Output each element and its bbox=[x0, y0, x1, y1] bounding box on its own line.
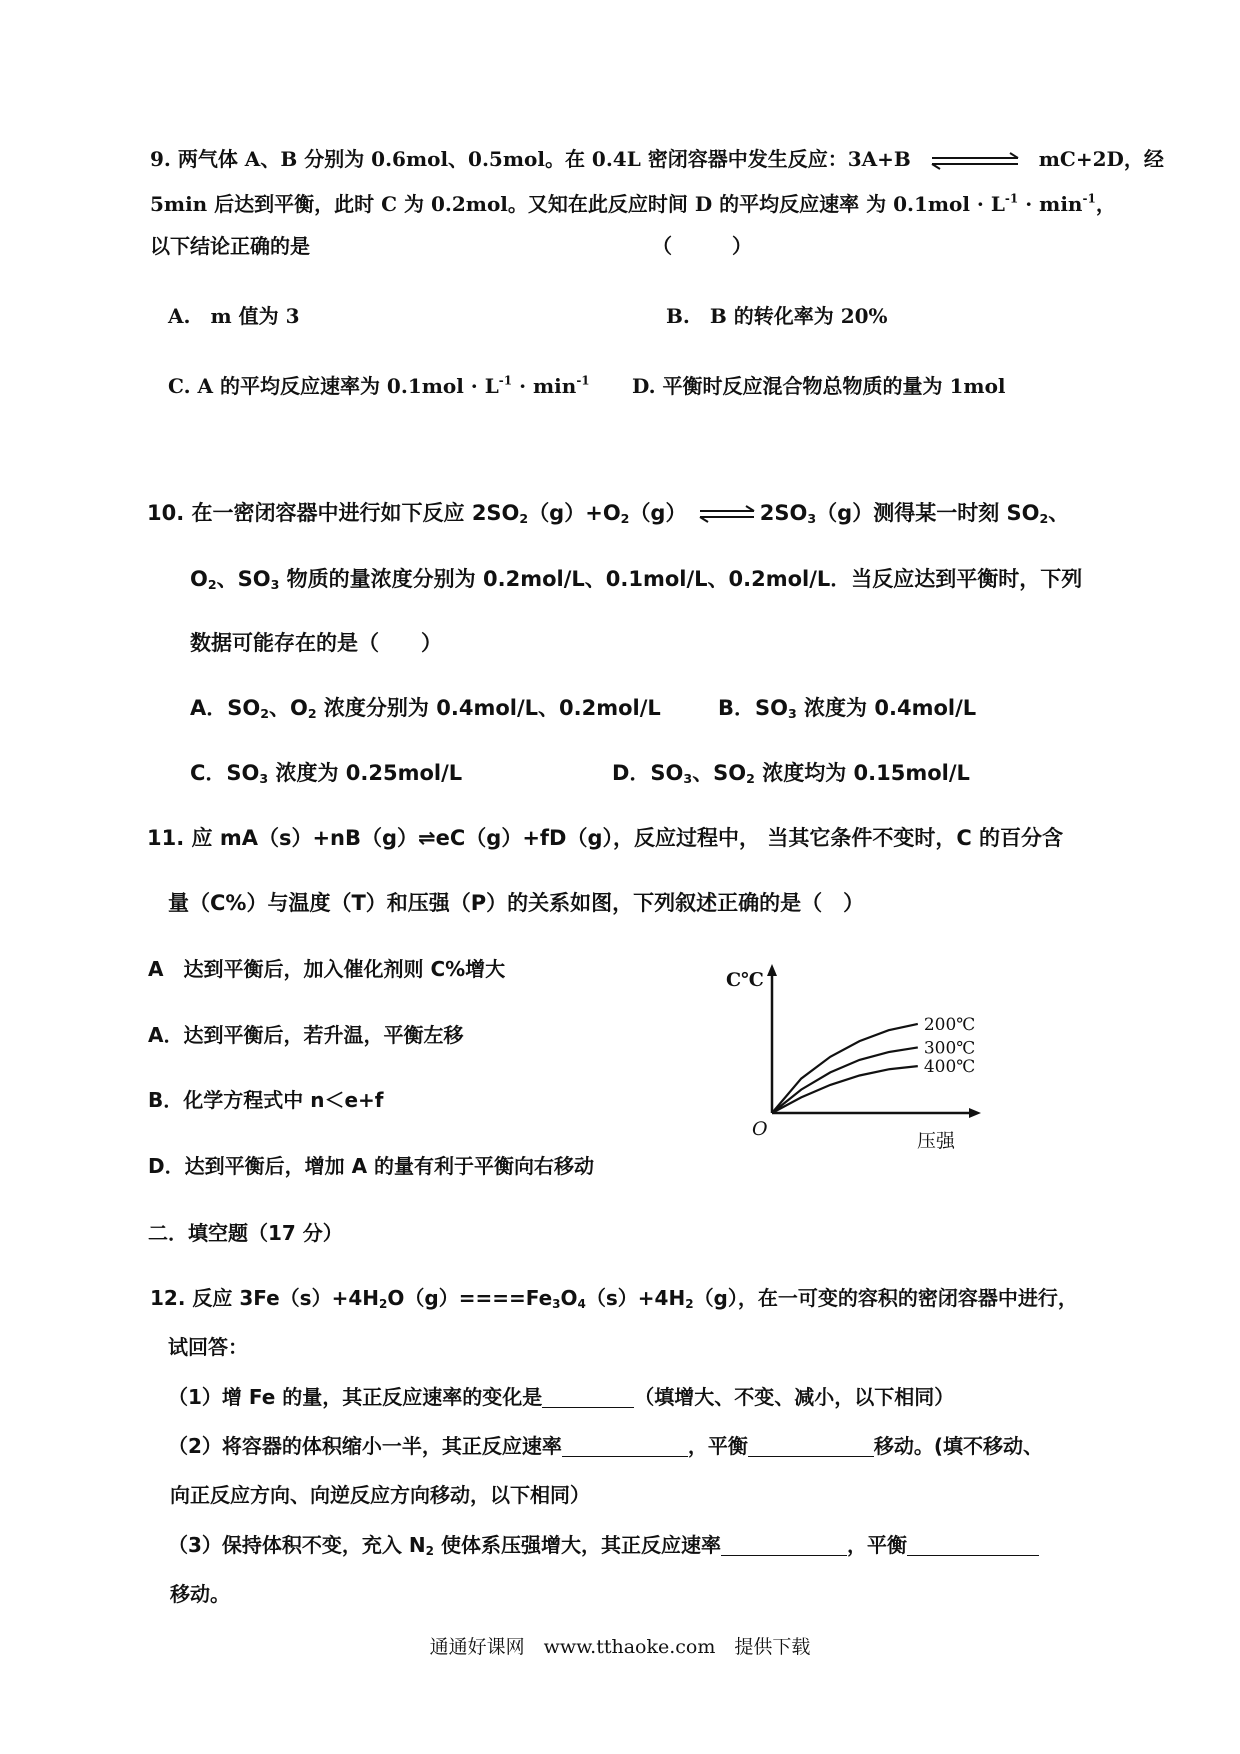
series-label-1: 300℃ bbox=[923, 1038, 976, 1059]
q10-sub: 2 bbox=[307, 706, 317, 722]
q11-line2: 量（C%）与温度（T）和压强（P）的关系如图，下列叙述正确的是（ ） bbox=[168, 891, 865, 915]
q10-sub: 2 bbox=[1039, 511, 1049, 527]
q10-text: 物质的量浓度分别为 0.2mol/L、0.1mol/L、0.2mol/L．当反应达到平衡时，下列 bbox=[279, 567, 1083, 591]
q12-p3-text: （3）保持体积不变，充入 N bbox=[168, 1533, 426, 1557]
q12-part2-line2: 向正反应方向、向逆反应方向移动，以下相同） bbox=[170, 1483, 590, 1507]
q10-text: O bbox=[190, 567, 208, 591]
q10-sub: 2 bbox=[620, 511, 630, 527]
q10-text: 、SO bbox=[216, 567, 271, 591]
q12-text: O（g）====Fe bbox=[387, 1286, 553, 1310]
q10-opt-text: 、O bbox=[269, 696, 308, 720]
q12-part3 bbox=[168, 1529, 1039, 1558]
q10-option-a bbox=[190, 692, 661, 722]
q12-p3-text: ，平衡 bbox=[846, 1533, 907, 1557]
q12-sub: 2 bbox=[685, 1297, 694, 1311]
q10-line1 bbox=[147, 497, 1069, 527]
chart-series-group bbox=[772, 1024, 918, 1113]
q10-sub: 2 bbox=[207, 577, 217, 593]
q9-line2 bbox=[150, 188, 1116, 217]
q9-option-c-min: · min bbox=[512, 374, 577, 398]
q9-line3 bbox=[150, 230, 310, 259]
q9-line2-text: 5min 后达到平衡，此时 C 为 0.2mol。又知在此反应时间 D 的平均反应速率 为 0.1mol · L bbox=[150, 192, 1005, 216]
q10-text-d: 2SO bbox=[759, 501, 808, 525]
q10-opt-text: C．SO bbox=[190, 761, 260, 785]
y-axis-label: C℃ bbox=[726, 969, 764, 991]
q9-option-c bbox=[168, 370, 590, 399]
q10-option-b bbox=[718, 692, 976, 722]
series-label-2: 400℃ bbox=[923, 1057, 976, 1078]
q12-text: （g），在一可变的容积的密闭容器中进行， bbox=[693, 1286, 1078, 1310]
footer-source: 通通好课网 www.tthaoke.com 提供下载 bbox=[429, 1636, 811, 1658]
q10-sub: 3 bbox=[683, 771, 693, 787]
q10-text-e: （g）测得某一时刻 SO bbox=[816, 501, 1040, 525]
q12-p2-text: （2）将容器的体积缩小一半，其正反应速率 bbox=[168, 1434, 562, 1458]
q10-sub: 3 bbox=[787, 706, 797, 722]
q12-sub: 2 bbox=[379, 1297, 388, 1311]
q12-text: （s）+4H bbox=[585, 1286, 686, 1310]
q12-part3-line2: 移动。 bbox=[170, 1582, 230, 1606]
q10-opt-text: 浓度分别为 0.4mol/L、0.2mol/L bbox=[316, 696, 661, 720]
q9-line2-min: · min bbox=[1018, 192, 1083, 216]
answer-blank[interactable] bbox=[907, 1535, 1039, 1556]
q11-line1: 11. 应 mA（s）+nB（g）⇌eC（g）+fD（g），反应过程中， 当其它条件不变时，C 的百分含 bbox=[147, 826, 1064, 850]
q10-opt-text: 浓度为 0.25mol/L bbox=[268, 761, 463, 785]
q9-prompt: 以下结论正确的是 bbox=[150, 234, 310, 258]
q12-p1-text: （1）增 Fe 的量，其正反应速率的变化是 bbox=[168, 1385, 543, 1409]
q10-option-c bbox=[190, 757, 462, 787]
q10-sub: 2 bbox=[746, 771, 755, 787]
q11-option-a2: A．达到平衡后，若升温，平衡左移 bbox=[148, 1023, 464, 1047]
q9-line1 bbox=[150, 143, 1164, 172]
q10-text-a: 10. 在一密闭容器中进行如下反应 2SO bbox=[147, 501, 520, 525]
q12-p1-hint: （填增大、不变、减小，以下相同） bbox=[634, 1385, 955, 1409]
q10-line2 bbox=[190, 563, 1082, 593]
q10-sub: 3 bbox=[807, 511, 817, 527]
q10-opt-text: A．SO bbox=[190, 696, 261, 720]
q10-opt-text: D．SO bbox=[612, 761, 684, 785]
q9-option-c-sup: -1 bbox=[498, 373, 513, 388]
q12-sub: 3 bbox=[552, 1297, 561, 1311]
q12-part1 bbox=[168, 1381, 954, 1410]
q9-sup2: -1 bbox=[1082, 191, 1096, 206]
q10-sub: 3 bbox=[259, 771, 269, 787]
y-axis-arrow-icon bbox=[767, 964, 777, 976]
q9-line1-tail: mC+2D，经 bbox=[1038, 147, 1164, 171]
q10-option-d bbox=[612, 757, 970, 787]
answer-blank[interactable] bbox=[721, 1535, 847, 1556]
answer-blank[interactable] bbox=[562, 1436, 688, 1457]
q9-sup: -1 bbox=[1004, 191, 1019, 206]
q10-text-c: （g） bbox=[629, 501, 687, 525]
reversible-arrow-icon bbox=[926, 152, 1024, 170]
reversible-arrow-icon bbox=[696, 505, 758, 523]
q10-sub: 3 bbox=[270, 577, 280, 593]
answer-blank[interactable] bbox=[542, 1387, 634, 1408]
q10-text-b: （g）+O bbox=[528, 501, 621, 525]
q12-sub: 4 bbox=[577, 1297, 586, 1311]
section-fill-in-title: 二．填空题（17 分） bbox=[148, 1221, 343, 1245]
q10-opt-text: 浓度均为 0.15mol/L bbox=[754, 761, 970, 785]
q9-line2-tail: ， bbox=[1095, 192, 1116, 216]
series-line-2 bbox=[772, 1066, 918, 1113]
q11-option-d: D．达到平衡后，增加 A 的量有利于平衡向右移动 bbox=[148, 1154, 595, 1178]
q9-answer-paren: （ ） bbox=[652, 234, 752, 258]
x-axis-arrow-icon bbox=[969, 1108, 981, 1118]
q12-p2-hint: 移动。(填不移动、 bbox=[873, 1434, 1044, 1458]
q9-option-c-text: C. A 的平均反应速率为 0.1mol · L bbox=[168, 374, 499, 398]
chart-labels bbox=[726, 969, 975, 1152]
q12-text: O bbox=[560, 1286, 578, 1310]
q9-option-d: D. 平衡时反应混合物总物质的量为 1mol bbox=[632, 374, 1006, 398]
q9-line1-text: 9. 两气体 A、B 分别为 0.6mol、0.5mol。在 0.4L 密闭容器中发生反应：3A+B bbox=[150, 147, 911, 171]
q10-line3: 数据可能存在的是（ ） bbox=[190, 631, 442, 655]
q10-sub: 2 bbox=[260, 706, 269, 722]
q12-part2 bbox=[168, 1430, 1043, 1459]
series-label-0: 200℃ bbox=[923, 1014, 976, 1035]
q12-line1 bbox=[150, 1282, 1078, 1311]
q11-option-a1: A 达到平衡后，加入催化剂则 C%增大 bbox=[148, 957, 506, 981]
q10-opt-text: B．SO bbox=[718, 696, 788, 720]
c-percent-pressure-chart bbox=[725, 955, 985, 1155]
origin-label: O bbox=[752, 1118, 768, 1140]
x-axis-label: 压强 bbox=[917, 1130, 956, 1152]
q12-sub: 2 bbox=[425, 1544, 434, 1558]
q12-text: 12. 反应 3Fe（s）+4H bbox=[150, 1286, 380, 1310]
q12-line2: 试回答： bbox=[168, 1335, 248, 1359]
q10-opt-text: 、SO bbox=[692, 761, 747, 785]
q9-option-c-sup2: -1 bbox=[576, 373, 590, 388]
q10-text-f: 、 bbox=[1048, 501, 1070, 525]
q9-option-b: B. B 的转化率为 20% bbox=[666, 304, 888, 328]
q12-p2-text: ，平衡 bbox=[687, 1434, 748, 1458]
q11-option-b: B．化学方程式中 n＜e+f bbox=[148, 1088, 384, 1112]
q9-option-a: A. m 值为 3 bbox=[168, 304, 300, 328]
q10-opt-text: 浓度为 0.4mol/L bbox=[796, 696, 977, 720]
q10-sub: 2 bbox=[519, 511, 529, 527]
q12-p3-text: 使体系压强增大，其正反应速率 bbox=[433, 1533, 721, 1557]
answer-blank[interactable] bbox=[748, 1436, 874, 1457]
